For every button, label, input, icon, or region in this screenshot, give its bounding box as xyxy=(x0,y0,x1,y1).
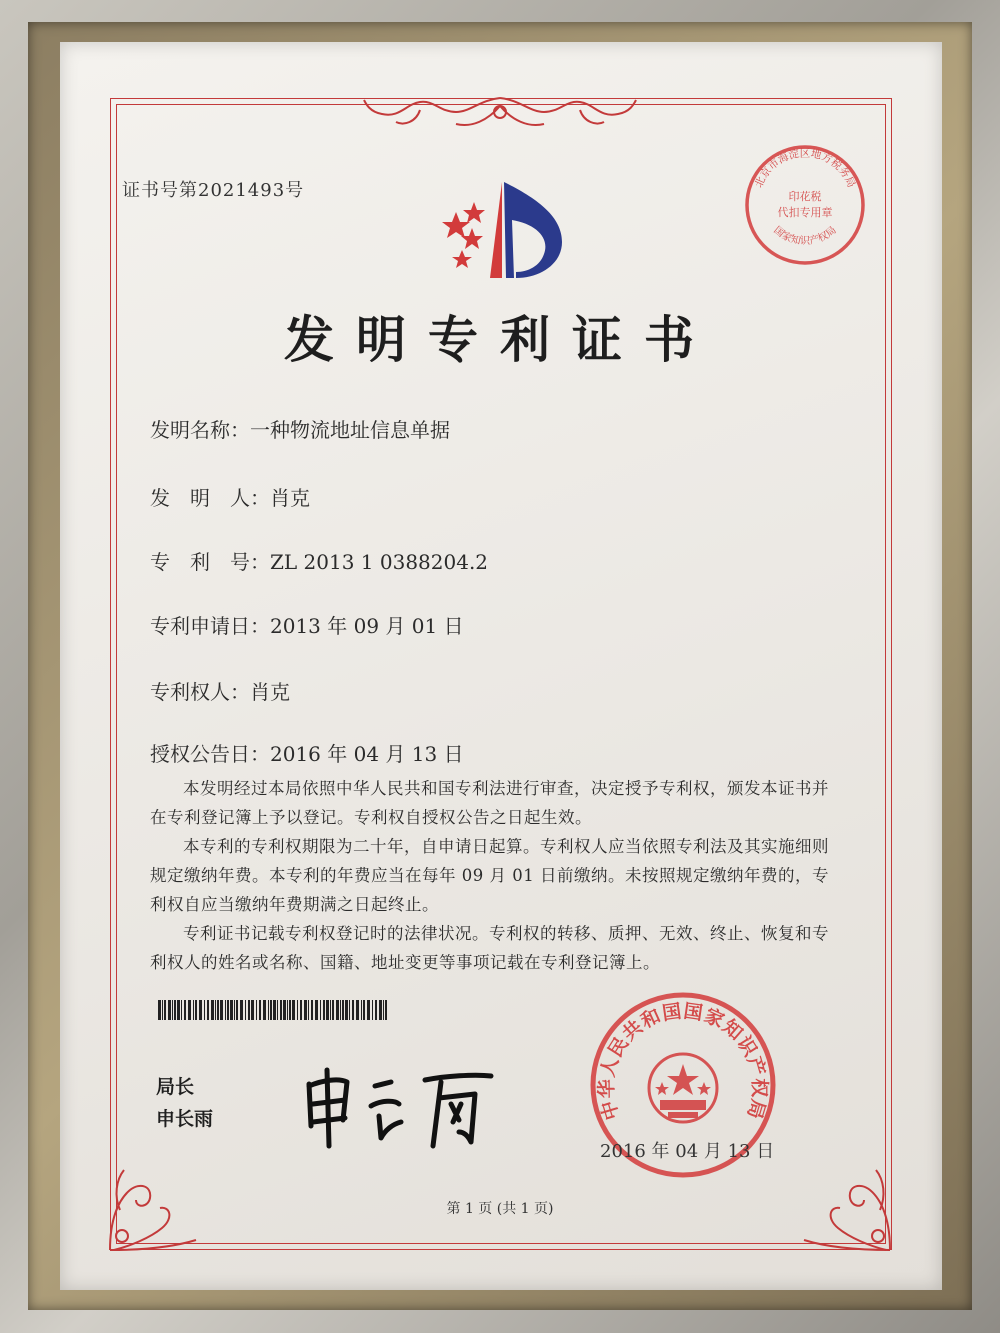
barcode-bar xyxy=(315,1000,318,1020)
barcode-bar xyxy=(385,1000,387,1020)
barcode xyxy=(158,1000,390,1020)
barcode-bar xyxy=(225,1000,226,1020)
barcode-bar xyxy=(184,1000,186,1020)
cnipa-logo-icon xyxy=(432,180,572,280)
barcode-bar xyxy=(273,1000,276,1020)
barcode-bar xyxy=(375,1000,377,1020)
barcode-bar xyxy=(363,1000,365,1020)
field-label: 专利权人： xyxy=(150,680,250,704)
barcode-bar xyxy=(263,1000,266,1020)
barcode-bar xyxy=(326,1000,329,1020)
national-emblem-icon xyxy=(649,1054,717,1122)
barcode-bar xyxy=(188,1000,191,1020)
barcode-bar xyxy=(158,1000,161,1020)
barcode-bar xyxy=(308,1000,309,1020)
barcode-bar xyxy=(330,1000,331,1020)
seal-ring-text: 中华人民共和国国家知识产权局 xyxy=(595,1000,771,1123)
field-patentee xyxy=(150,676,290,705)
barcode-bar xyxy=(227,1000,229,1020)
barcode-bar xyxy=(349,1000,350,1020)
field-value: ZL 2013 1 0388204.2 xyxy=(270,550,489,574)
barcode-bar xyxy=(345,1000,348,1020)
paragraph-legal-status: 专利证书记载专利权登记时的法律状况。专利权的转移、质押、无效、终止、恢复和专利权人的姓名或名称、国籍、地址变更等事项记载在专利登记簿上。 xyxy=(150,924,829,972)
barcode-bar xyxy=(356,1000,359,1020)
barcode-bar xyxy=(367,1000,370,1020)
barcode-bar xyxy=(220,1000,223,1020)
top-ornament xyxy=(360,92,640,138)
barcode-bar xyxy=(297,1000,298,1020)
barcode-bar xyxy=(332,1000,334,1020)
certificate-number: 证书号第2021493号 xyxy=(122,180,305,201)
small-seal-line-2: 代扣专用章 xyxy=(777,206,833,219)
director-name: 申长雨 xyxy=(156,1108,214,1130)
seal-date: 2016 年 04 月 13 日 xyxy=(600,1141,775,1162)
field-label: 专利申请日： xyxy=(150,614,270,638)
barcode-bar xyxy=(277,1000,278,1020)
svg-text:国家知识产权局 xyxy=(771,224,838,247)
field-application-date xyxy=(150,610,464,639)
barcode-bar xyxy=(283,1000,286,1020)
barcode-bar xyxy=(372,1000,373,1020)
barcode-bar xyxy=(268,1000,269,1020)
field-value: 一种物流地址信息单据 xyxy=(250,418,450,442)
barcode-bar xyxy=(259,1000,261,1020)
barcode-bar xyxy=(287,1000,288,1020)
small-seal-line-1: 印花税 xyxy=(788,190,822,203)
field-invention-name xyxy=(150,414,450,443)
director-title: 局长 xyxy=(156,1076,195,1098)
barcode-bar xyxy=(336,1000,339,1020)
barcode-bar xyxy=(172,1000,173,1020)
barcode-bar xyxy=(383,1000,384,1020)
barcode-bar xyxy=(215,1000,216,1020)
field-value: 肖克 xyxy=(250,680,290,704)
barcode-bar xyxy=(361,1000,362,1020)
barcode-bar xyxy=(292,1000,295,1020)
barcode-bar xyxy=(207,1000,209,1020)
barcode-bar xyxy=(162,1000,163,1020)
barcode-bar xyxy=(300,1000,302,1020)
field-value: 2013 年 09 月 01 日 xyxy=(270,614,464,638)
field-label: 专 利 号： xyxy=(150,550,270,574)
barcode-bar xyxy=(304,1000,307,1020)
barcode-bar xyxy=(323,1000,325,1020)
field-value: 2016 年 04 月 13 日 xyxy=(270,742,464,766)
small-seal-ring-text: 北京市海淀区地方税务局 xyxy=(752,147,858,190)
barcode-bar xyxy=(168,1000,171,1020)
barcode-bar xyxy=(270,1000,272,1020)
barcode-bar xyxy=(211,1000,214,1020)
barcode-bar xyxy=(193,1000,194,1020)
barcode-bar xyxy=(245,1000,246,1020)
barcode-bar xyxy=(236,1000,238,1020)
barcode-bar xyxy=(230,1000,233,1020)
barcode-bar xyxy=(248,1000,250,1020)
barcode-bar xyxy=(240,1000,243,1020)
barcode-bar xyxy=(379,1000,382,1020)
paragraph-grant: 本发明经过本局依照中华人民共和国专利法进行审查，决定授予专利权，颁发本证书并在专利登记簿上予以登记。专利权自授权公告之日起生效。 xyxy=(150,779,829,827)
barcode-bar xyxy=(311,1000,313,1020)
field-label: 发明名称： xyxy=(150,418,250,442)
barcode-bar xyxy=(204,1000,205,1020)
field-patent-number xyxy=(150,546,488,575)
barcode-bar xyxy=(199,1000,202,1020)
stamp-duty-seal xyxy=(742,142,868,268)
barcode-bar xyxy=(174,1000,176,1020)
barcode-bar xyxy=(217,1000,219,1020)
barcode-bar xyxy=(164,1000,166,1020)
paragraph-term: 本专利的专利权期限为二十年，自申请日起算。专利权人应当依照专利法及其实施细则规定缴纳年费。本专利的年费应当在每年 09 月 01 日前缴纳。未按照规定缴纳年费的，专利权自应当缴纳年费期满之日起终止。 xyxy=(150,837,829,914)
barcode-bar xyxy=(181,1000,182,1020)
field-grant-date xyxy=(150,738,464,767)
certificate-title: 发明专利证书 xyxy=(284,311,716,369)
barcode-bar xyxy=(251,1000,254,1020)
field-inventor xyxy=(150,482,310,511)
barcode-bar xyxy=(256,1000,257,1020)
barcode-bar xyxy=(289,1000,291,1020)
barcode-bar xyxy=(234,1000,235,1020)
field-label: 授权公告日： xyxy=(150,742,270,766)
small-seal-bottom-text: 国家知识产权局 xyxy=(771,224,839,248)
certificate-body xyxy=(150,774,840,977)
barcode-bar xyxy=(195,1000,197,1020)
bottom-right-corner-ornament xyxy=(790,1110,900,1260)
field-value: 肖克 xyxy=(270,486,310,510)
svg-text:北京市海淀区地方税务局 xyxy=(753,147,857,190)
bottom-left-corner-ornament xyxy=(100,1110,210,1260)
director-signature xyxy=(295,1060,505,1150)
barcode-bar xyxy=(352,1000,354,1020)
barcode-bar xyxy=(280,1000,282,1020)
page-number: 第 1 页 (共 1 页) xyxy=(446,1201,554,1217)
barcode-bar xyxy=(340,1000,341,1020)
barcode-bar xyxy=(320,1000,321,1020)
barcode-bar xyxy=(342,1000,344,1020)
field-label: 发 明 人： xyxy=(150,486,270,510)
barcode-bar xyxy=(177,1000,180,1020)
